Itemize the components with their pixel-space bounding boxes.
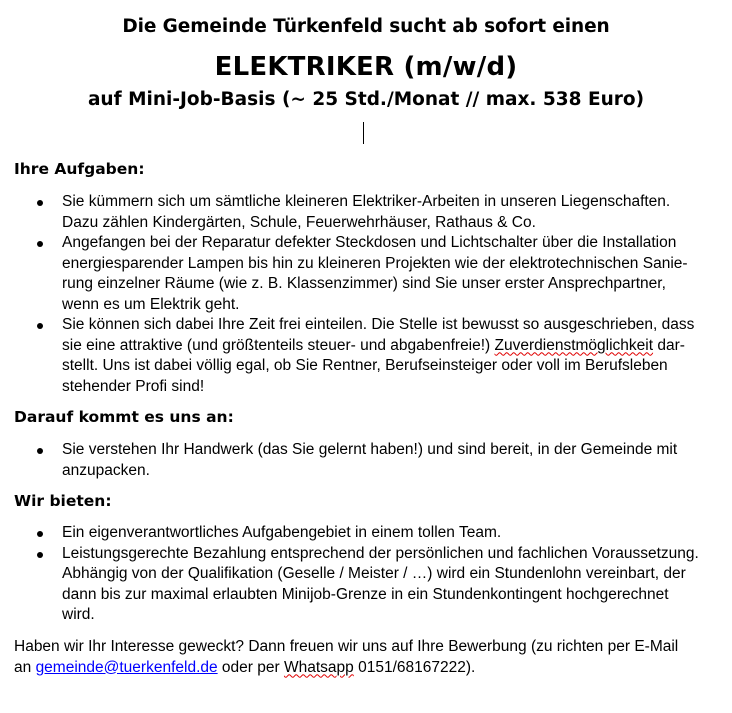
- email-link[interactable]: gemeinde@tuerkenfeld.de: [35, 658, 218, 676]
- closing-paragraph: [14, 637, 726, 678]
- list-item: [0, 192, 732, 233]
- list-item: [0, 544, 732, 626]
- list-item: [0, 315, 732, 397]
- aufgaben-item-1: Sie kümmern sich um sämtliche kleineren Elektriker-Arbeiten in unseren Liegenschaften. Dazu zählen Kindergärten, Schule, Feuerwehrhäuser, Rathaus & Co.: [62, 193, 671, 231]
- closing-part3: 0151/68167222).: [353, 658, 476, 676]
- list-item: [0, 233, 732, 315]
- aufgaben-item-3-part1: Sie können sich dabei Ihre Zeit frei einteilen. Die Stelle ist bewusst so ausgeschrieben, dass sie eine attraktive (und größtenteils steuer- und abgabenfreie!): [62, 316, 695, 354]
- closing-part1: Haben wir Ihr Interesse geweckt? Dann freuen wir uns auf Ihre Bewerbung (zu richten per E-Mail an: [14, 638, 679, 676]
- bullet-icon: [37, 323, 43, 329]
- header-intro: Die Gemeinde Türkenfeld sucht ab sofort einen: [122, 16, 610, 37]
- list-item: [0, 523, 732, 544]
- spellcheck-word: Zuverdienstmöglichkeit: [494, 336, 654, 354]
- bullet-icon: [37, 531, 43, 537]
- bullet-icon: [37, 448, 43, 454]
- bullet-icon: [37, 200, 43, 206]
- aufgaben-list: [0, 192, 732, 397]
- aufgaben-item-3-part2: dar- stellt. Uns ist dabei völlig egal, ob Sie Rentner, Berufseinsteiger oder voll im Berufsleben stehender Profi sind!: [62, 336, 685, 395]
- list-item: [0, 440, 732, 481]
- section-title-aufgaben: Ihre Aufgaben:: [14, 160, 145, 178]
- angebot-list: [0, 523, 732, 626]
- spellcheck-word-whatsapp: Whatsapp: [283, 658, 354, 676]
- job-title: ELEKTRIKER (m/w/d): [214, 52, 518, 82]
- bullet-icon: [37, 552, 43, 558]
- aufgaben-item-2: Angefangen bei der Reparatur defekter Steckdosen und Lichtschalter über die Installation energiesparender Lampen bis hin zu kleineren Projekten wie der elektrotechnischen Sanie- rung einzelner Räume (wie z. B. Klassenzimmer) sind Sie unser erster Ansprechpartner, wenn es um Elektrik geht.: [62, 234, 688, 313]
- anforderungen-list: [0, 440, 732, 481]
- job-subtitle: auf Mini-Job-Basis (~ 25 Std./Monat // max. 538 Euro): [87, 89, 645, 110]
- text-cursor: [363, 122, 364, 144]
- angebot-item-2: Leistungsgerechte Bezahlung entsprechend der persönlichen und fachlichen Voraussetzung. Abhängig von der Qualifikation (Geselle / Meister / …) wird ein Stundenlohn vereinbart, der dann bis zur maximal erlaubten Minijob-Grenze in ein Stundenkontingent hochgerechnet wird.: [62, 544, 699, 623]
- section-title-anforderungen: Darauf kommt es uns an:: [14, 408, 234, 426]
- angebot-item-1: Ein eigenverantwortliches Aufgabengebiet in einem tollen Team.: [62, 524, 502, 541]
- closing-part2: oder per: [217, 658, 284, 676]
- bullet-icon: [37, 241, 43, 247]
- section-title-angebot: Wir bieten:: [14, 492, 112, 510]
- anforderungen-item-1: Sie verstehen Ihr Handwerk (das Sie gelernt haben!) und sind bereit, in der Gemeinde mit anzupacken.: [62, 441, 678, 479]
